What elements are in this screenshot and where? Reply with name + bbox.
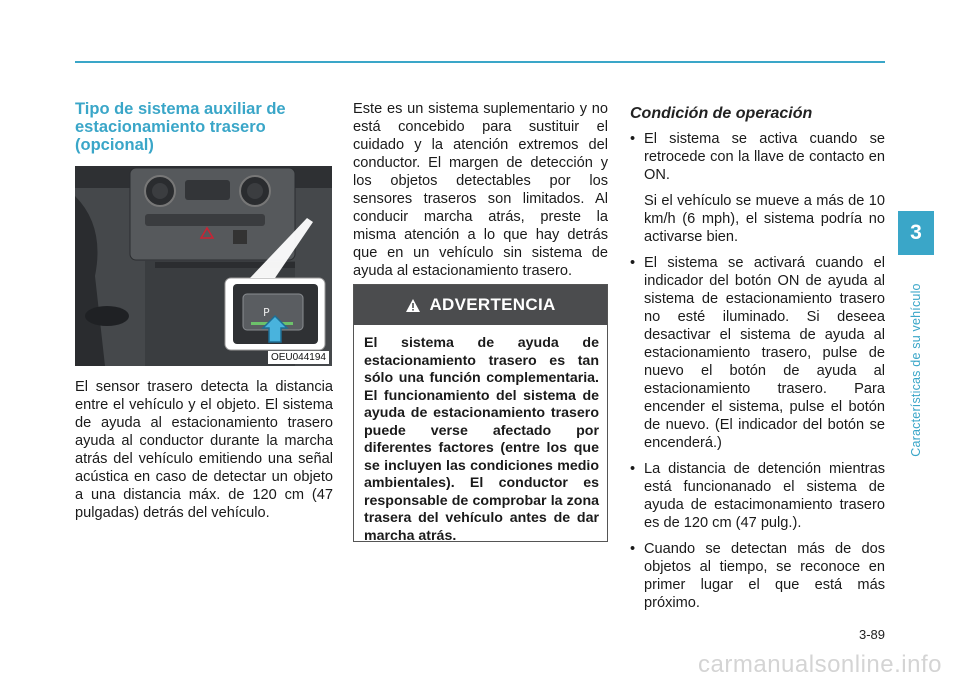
chapter-title-vertical: Características de su vehículo bbox=[909, 283, 923, 457]
list-item bbox=[630, 130, 885, 246]
bullet-dot: • bbox=[630, 461, 636, 477]
bullet-dot: • bbox=[630, 131, 636, 147]
dashboard-photo-illustration bbox=[75, 166, 332, 366]
warning-box bbox=[353, 284, 608, 542]
middle-column bbox=[353, 100, 608, 544]
supplementary-note: Este es un sistema suplementario y no está concebido para sustituir el cuidado y la atención extremos del conductor. El margen de detección y los objetos detectables por los sensores traseros son limitados. Al conducir marcha atrás, preste la misma atención a lo que hay detrás que en un vehículo sin sistema de ayuda al estacionamiento trasero. bbox=[353, 101, 608, 279]
chapter-number-tab: 3 bbox=[898, 211, 934, 255]
figure-caption: OEU044194 bbox=[268, 351, 329, 364]
warning-triangle-icon bbox=[405, 298, 421, 313]
list-item-text: La distancia de detención mientras está funcionanado el sistema de ayuda de estacimonamiento trasero es de 120 cm (47 pulg.). bbox=[644, 461, 885, 531]
section-title: Tipo de sistema auxiliar de estacionamiento trasero (opcional) bbox=[75, 100, 286, 154]
list-item-text: El sistema se activa cuando se retrocede con la llave de contacto en ON. bbox=[644, 131, 885, 183]
operation-condition-title: Condición de operación bbox=[630, 105, 813, 122]
condition-list bbox=[630, 130, 885, 612]
left-column bbox=[75, 100, 333, 522]
page-number: 3-89 bbox=[858, 627, 885, 642]
list-item-text: El sistema se activará cuando el indicador del botón ON de ayuda al sistema de estacionamiento trasero no esté iluminado. Si deseea desactivar el sistema de ayuda al estacionamiento trasero, pulse de nuevo el botón de ayuda al estacionamiento trasero. Para encender el sistema, pulse el botón de nuevo. (El indicador del botón se encenderá.) bbox=[644, 255, 885, 451]
list-item bbox=[630, 254, 885, 452]
bullet-dot: • bbox=[630, 255, 636, 271]
warning-header bbox=[354, 285, 607, 325]
dashboard-figure bbox=[75, 166, 332, 366]
list-item-text: Cuando se detectan más de dos objetos al tiempo, se reconoce en primer lugar el que está más próximo. bbox=[644, 541, 885, 611]
watermark: carmanualsonline.info bbox=[698, 651, 942, 678]
top-rule bbox=[75, 61, 885, 63]
right-column bbox=[630, 104, 885, 620]
list-item-extra: Si el vehículo se mueve a más de 10 km/h (6 mph), el sistema podría no activarse bien. bbox=[644, 193, 885, 245]
list-item bbox=[630, 540, 885, 612]
list-item bbox=[630, 460, 885, 532]
bullet-dot: • bbox=[630, 541, 636, 557]
warning-label: ADVERTENCIA bbox=[429, 295, 556, 314]
warning-text: El sistema de ayuda de estacionamiento trasero es tan sólo una función complementaria. El funcionamiento del sistema de ayuda de estacionamiento trasero puede verse afectado por diferentes factores (entre los que se incluyen las condiciones medio ambientales). El conductor es responsable de comprobar la zona trasera del vehículo antes de dar marcha atrás. bbox=[364, 335, 599, 544]
svg-text:P: P bbox=[263, 306, 270, 319]
sensor-description: El sensor trasero detecta la distancia entre el vehículo y el objeto. El sistema de ayuda al estacionamiento trasero ayuda al conductor durante la marcha atrás del vehículo emitiendo una señal acústica en caso de detectar un objeto a una distancia máx. de 120 cm (47 pulgadas) detrás del vehículo. bbox=[75, 379, 333, 521]
